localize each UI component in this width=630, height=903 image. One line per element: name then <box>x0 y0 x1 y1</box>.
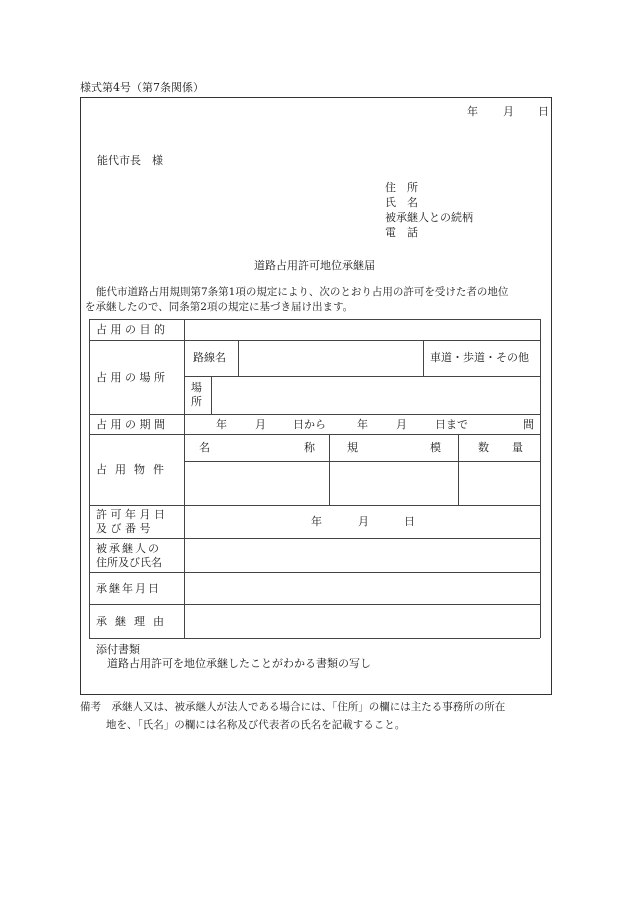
permit-day: 日 <box>404 515 415 528</box>
purpose-label: 占用の目的 <box>96 323 169 336</box>
intro-line-2: を承継したので、同条第2項の規定に基づき届け出ます。 <box>85 301 354 313</box>
applicant-address-label: 住 所 <box>385 181 418 194</box>
applicant-phone-label: 電 話 <box>385 226 418 239</box>
date-day: 日 <box>538 105 549 118</box>
succession-date-label: 承継年月日 <box>96 582 161 595</box>
col-name-a: 名 <box>199 441 210 454</box>
attachments-label: 添付書類 <box>96 643 140 656</box>
permit-label-2: 及び番号 <box>96 522 154 535</box>
place-label-1: 場 <box>191 381 202 394</box>
place-label-2: 所 <box>191 395 202 408</box>
road-type-label: 車道・歩道・その他 <box>430 351 529 364</box>
permit-year: 年 <box>311 515 322 528</box>
location-label: 占用の場所 <box>96 371 169 384</box>
period-month-2: 月 <box>396 418 407 431</box>
predecessor-label-2: 住所及び氏名 <box>96 556 162 569</box>
col-scale-a: 規 <box>347 441 358 454</box>
col-scale-b: 模 <box>430 441 441 454</box>
col-qty-a: 数 <box>478 441 489 454</box>
applicant-name-label: 氏 名 <box>385 196 418 209</box>
permit-label-1: 許可年月日 <box>96 508 169 521</box>
col-qty-b: 量 <box>512 441 523 454</box>
date-year: 年 <box>467 105 478 118</box>
note-line-2: 地を、「氏名」の欄には名称及び代表者の氏名を記載すること。 <box>106 719 406 731</box>
applicant-relation-label: 被承継人との続柄 <box>385 211 473 224</box>
col-name-b: 称 <box>304 441 315 454</box>
addressee: 能代市長 様 <box>97 154 163 167</box>
period-month-1: 月 <box>255 418 266 431</box>
intro-line-1: 能代市道路占用規則第7条第1項の規定により、次のとおり占用の許可を受けた者の地位 <box>96 286 509 298</box>
period-year-2: 年 <box>357 418 368 431</box>
period-year-1: 年 <box>216 418 227 431</box>
period-until: 日まで <box>435 418 468 431</box>
permit-month: 月 <box>358 515 369 528</box>
period-duration: 間 <box>523 418 534 431</box>
form-number: 様式第4号（第7条関係） <box>80 81 204 94</box>
page-title: 道路占用許可地位承継届 <box>254 259 375 272</box>
attachments-item: 道路占用許可を地位承継したことがわかる書類の写し <box>107 657 371 670</box>
predecessor-label-1: 被承継人の <box>96 542 161 555</box>
route-name-label: 路線名 <box>193 351 226 364</box>
succession-reason-label: 承継理由 <box>96 615 172 628</box>
note-line-1: 備考 承継人又は、被承継人が法人である場合には、「住所」の欄には主たる事務所の所在 <box>80 701 506 713</box>
form-frame <box>80 97 552 695</box>
period-from: 日から <box>293 418 326 431</box>
date-month: 月 <box>503 105 514 118</box>
objects-label: 占用物件 <box>96 463 172 476</box>
period-label: 占用の期間 <box>96 418 169 431</box>
